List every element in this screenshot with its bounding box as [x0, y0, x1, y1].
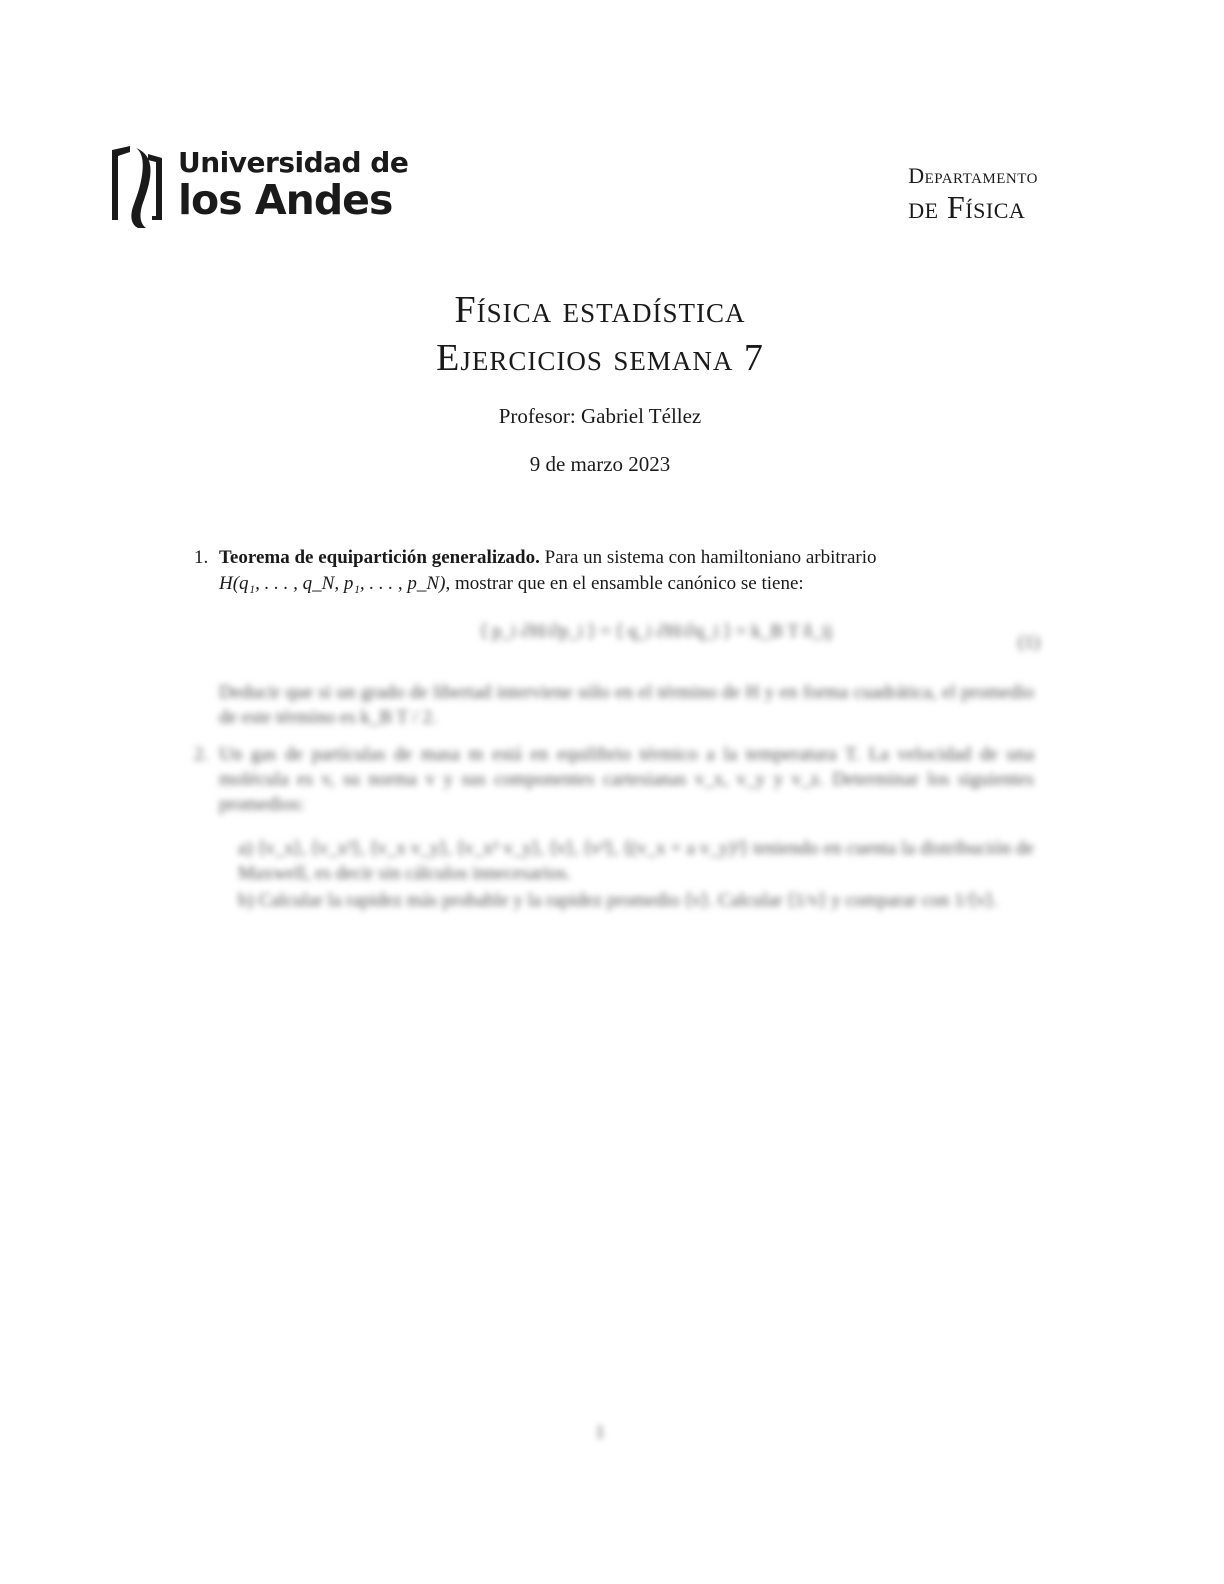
page-number: 1	[595, 1422, 605, 1443]
problem-1-hamiltonian: H(q₁, . . . , q_N, p₁, . . . , p_N)	[219, 573, 446, 594]
problem-1-followup: Deducir que si un grado de libertad interviene sólo en el término de H y en forma cuadrática, el promedio de este término es k_B T / 2.	[219, 682, 1034, 728]
problem-2-text: Un gas de partículas de masa m está en equilibrio térmico a la temperatura T. La velocidad de una molécula es v, su norma v y sus componentes cartesianas v_x, v_y y v_z. Determinar los siguientes promedios:	[219, 744, 1034, 815]
date-line: 9 de marzo 2023	[529, 452, 671, 476]
problem-1-number: 1.	[194, 547, 209, 568]
problem-2-number: 2.	[194, 744, 209, 765]
department-line-1: Departamento	[908, 163, 1038, 188]
problem-2-part-b: b) Calcular la rapidez más probable y la rapidez promedio ⟨v⟩. Calcular ⟨1/v⟩ y comparar con 1/⟨v⟩.	[238, 890, 998, 911]
title-line-1: Física estadística	[454, 289, 746, 331]
problem-2-part-a: a) ⟨v_x⟩, ⟨v_x²⟩, ⟨v_x v_y⟩, ⟨v_x³ v_y⟩, ⟨v⟩, ⟨v²⟩, ⟨(v_x + a v_y)²⟩ teniendo en cuenta la distribución de Maxwell, es decir sin cálculos innecesarios.	[238, 838, 1034, 884]
equation-1-body: ⟨ p_i ∂H/∂p_i ⟩ = ⟨ q_i ∂H/∂q_i ⟩ = k_B T δ_ij	[480, 621, 833, 642]
equation-1	[480, 620, 1040, 670]
los-andes-logo-icon	[108, 144, 170, 230]
university-logo	[108, 144, 409, 230]
problem-2	[194, 742, 1034, 817]
problem-1	[194, 545, 1034, 597]
logo-line-2: los Andes	[178, 176, 393, 224]
document-title	[0, 286, 1200, 382]
problem-1-text-line-2: , mostrar que en el ensamble canónico se tiene:	[445, 573, 804, 594]
professor-line: Profesor: Gabriel Téllez	[498, 404, 702, 428]
department-heading	[908, 163, 1038, 226]
equation-1-number: (1)	[1017, 632, 1040, 653]
problem-1-text-line-1: Para un sistema con hamiltoniano arbitrario	[544, 547, 877, 568]
department-line-2: de Física	[908, 189, 1026, 225]
problem-1-heading: Teorema de equipartición generalizado.	[219, 547, 540, 568]
title-line-2: Ejercicios semana 7	[436, 337, 764, 379]
logo-line-1: Universidad de	[178, 146, 409, 179]
